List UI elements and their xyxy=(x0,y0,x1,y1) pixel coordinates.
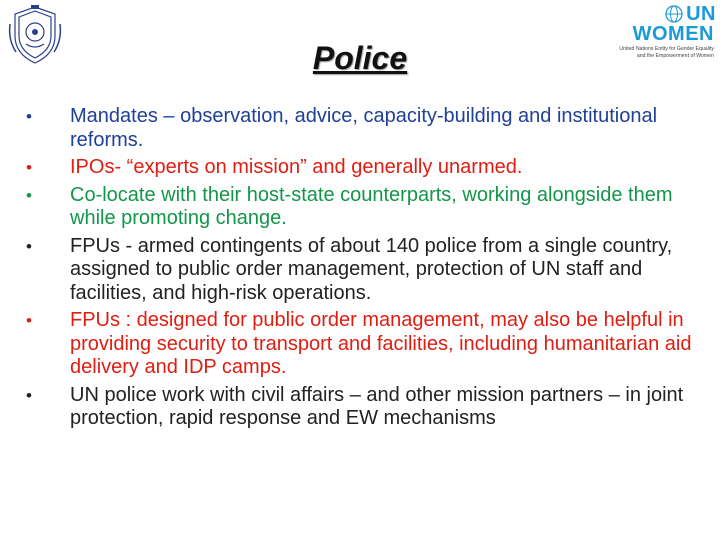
bullet-marker: • xyxy=(26,236,32,256)
bullet-item-fpus-designed xyxy=(26,309,696,380)
slide-title: Police xyxy=(312,40,408,76)
bullet-item-ipos xyxy=(26,156,696,180)
logo-tagline-1: United Nations Entity for Gender Equality xyxy=(619,46,714,52)
logo-tagline-2: and the Empowerment of Women xyxy=(636,53,714,59)
bullet-item-mandates xyxy=(26,105,696,152)
bullet-item-co-locate xyxy=(26,184,696,231)
bullet-list xyxy=(26,105,696,435)
bullet-marker: • xyxy=(26,185,32,205)
un-globe-icon xyxy=(665,5,683,23)
bullet-text: IPOs- “experts on mission” and generally unarmed. xyxy=(70,156,523,178)
bullet-item-fpus-armed xyxy=(26,235,696,306)
bullet-text: FPUs - armed contingents of about 140 police from a single country, assigned to public order management, protection of UN staff and facilities, and high-risk operations. xyxy=(70,234,673,304)
bullet-text: FPUs : designed for public order management, may also be helpful in providing security to transport and facilities, including humanitarian aid delivery and IDP camps. xyxy=(70,309,692,378)
bullet-marker: • xyxy=(26,107,32,126)
bullet-marker: • xyxy=(26,311,32,330)
logo-un-text: UN xyxy=(686,3,716,25)
bullet-marker: • xyxy=(26,158,32,177)
bullet-marker: • xyxy=(26,385,32,405)
bullet-text: UN police work with civil affairs – and other mission partners – in joint protection, rapid response and EW mechanisms xyxy=(70,383,684,429)
bullet-text: Co-locate with their host-state counterparts, working alongside them while promoting change. xyxy=(70,183,673,229)
logo-women-text: WOMEN xyxy=(632,23,714,45)
bullet-text: Mandates – observation, advice, capacity-building and institutional reforms. xyxy=(70,105,658,151)
bullet-item-un-police xyxy=(26,384,696,431)
